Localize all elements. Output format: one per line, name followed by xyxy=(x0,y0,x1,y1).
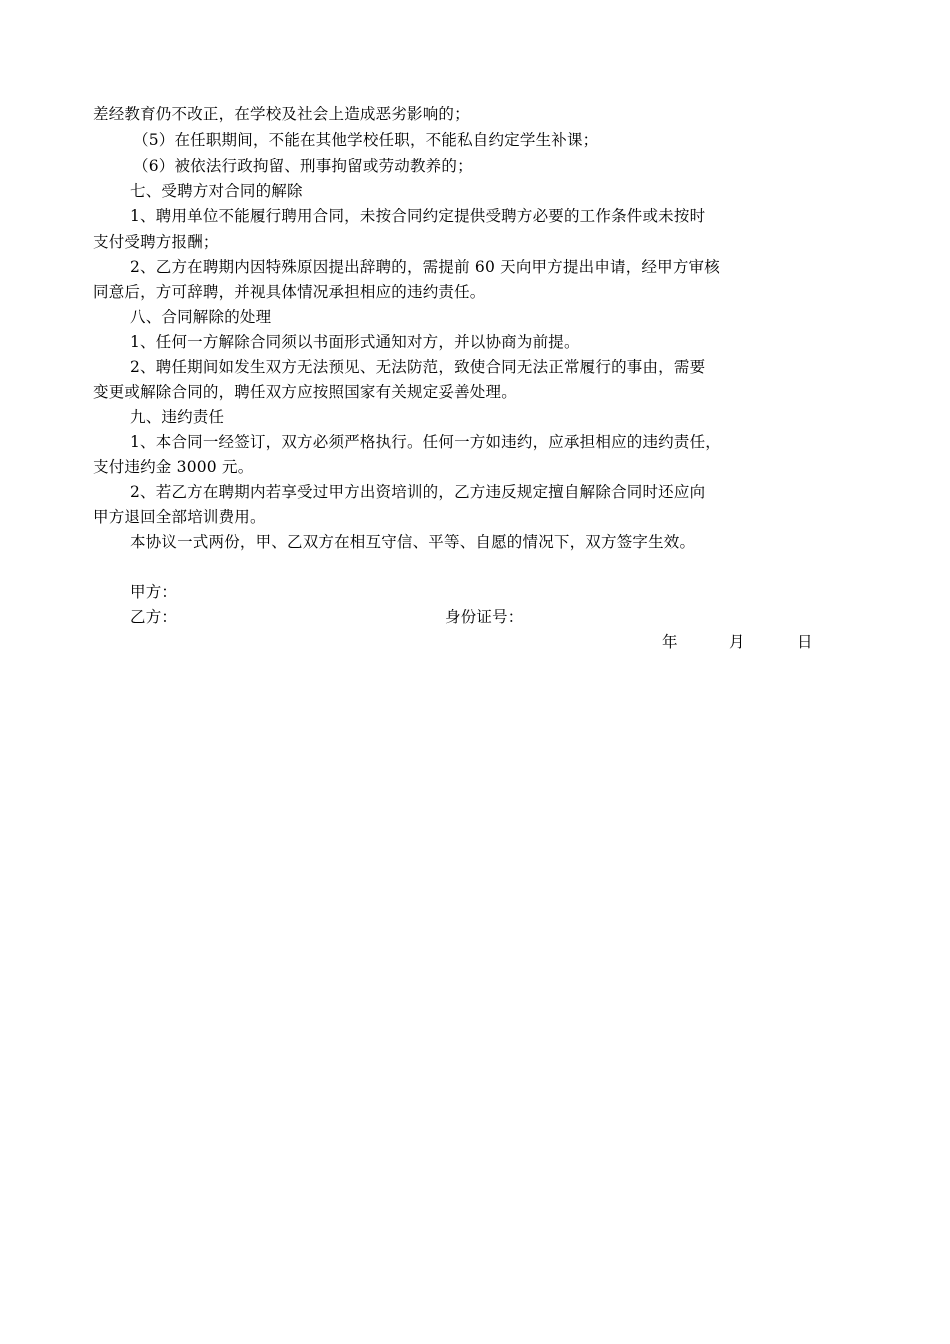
section-7-item-2-line-2: 同意后，方可辞聘，并视具体情况承担相应的违约责任。 xyxy=(93,283,486,301)
clause-5-line: （5）在任职期间，不能在其他学校任职，不能私自约定学生补课； xyxy=(133,131,599,149)
section-7-item-1-line-1: 1、聘用单位不能履行聘用合同，未按合同约定提供受聘方必要的工作条件或未按时 xyxy=(130,207,706,225)
paragraph-line: 差经教育仍不改正，在学校及社会上造成恶劣影响的； xyxy=(93,105,470,123)
section-9-item-2-line-1: 2、若乙方在聘期内若享受过甲方出资培训的，乙方违反规定擅自解除合同时还应向 xyxy=(130,483,706,501)
party-b-label: 乙方： xyxy=(130,608,178,626)
date-month-label: 月 xyxy=(729,633,745,651)
section-heading-7: 七、受聘方对合同的解除 xyxy=(130,182,303,200)
date-year-label: 年 xyxy=(662,633,678,651)
agreement-closing-line: 本协议一式两份，甲、乙双方在相互守信、平等、自愿的情况下，双方签字生效。 xyxy=(130,533,696,551)
section-8-item-1: 1、任何一方解除合同须以书面形式通知对方，并以协商为前提。 xyxy=(130,333,580,351)
section-heading-9: 九、违约责任 xyxy=(130,408,225,426)
party-a-label: 甲方： xyxy=(130,583,178,601)
clause-6-line: （6）被依法行政拘留、刑事拘留或劳动教养的； xyxy=(133,157,473,175)
section-7-item-2-line-1: 2、乙方在聘期内因特殊原因提出辞聘的，需提前 60 天向甲方提出申请，经甲方审核 xyxy=(130,258,720,276)
section-9-item-1-line-2: 支付违约金 3000 元。 xyxy=(93,458,254,476)
section-9-item-2-line-2: 甲方退回全部培训费用。 xyxy=(93,508,266,526)
section-9-item-1-line-1: 1、本合同一经签订，双方必须严格执行。任何一方如违约，应承担相应的违约责任， xyxy=(130,433,721,451)
section-7-item-1-line-2: 支付受聘方报酬； xyxy=(93,233,219,251)
section-heading-8: 八、合同解除的处理 xyxy=(130,308,272,326)
date-day-label: 日 xyxy=(797,633,813,651)
id-number-label: 身份证号： xyxy=(445,608,524,626)
section-8-item-2-line-2: 变更或解除合同的，聘任双方应按照国家有关规定妥善处理。 xyxy=(93,383,517,401)
section-8-item-2-line-1: 2、聘任期间如发生双方无法预见、无法防范，致使合同无法正常履行的事由，需要 xyxy=(130,358,706,376)
